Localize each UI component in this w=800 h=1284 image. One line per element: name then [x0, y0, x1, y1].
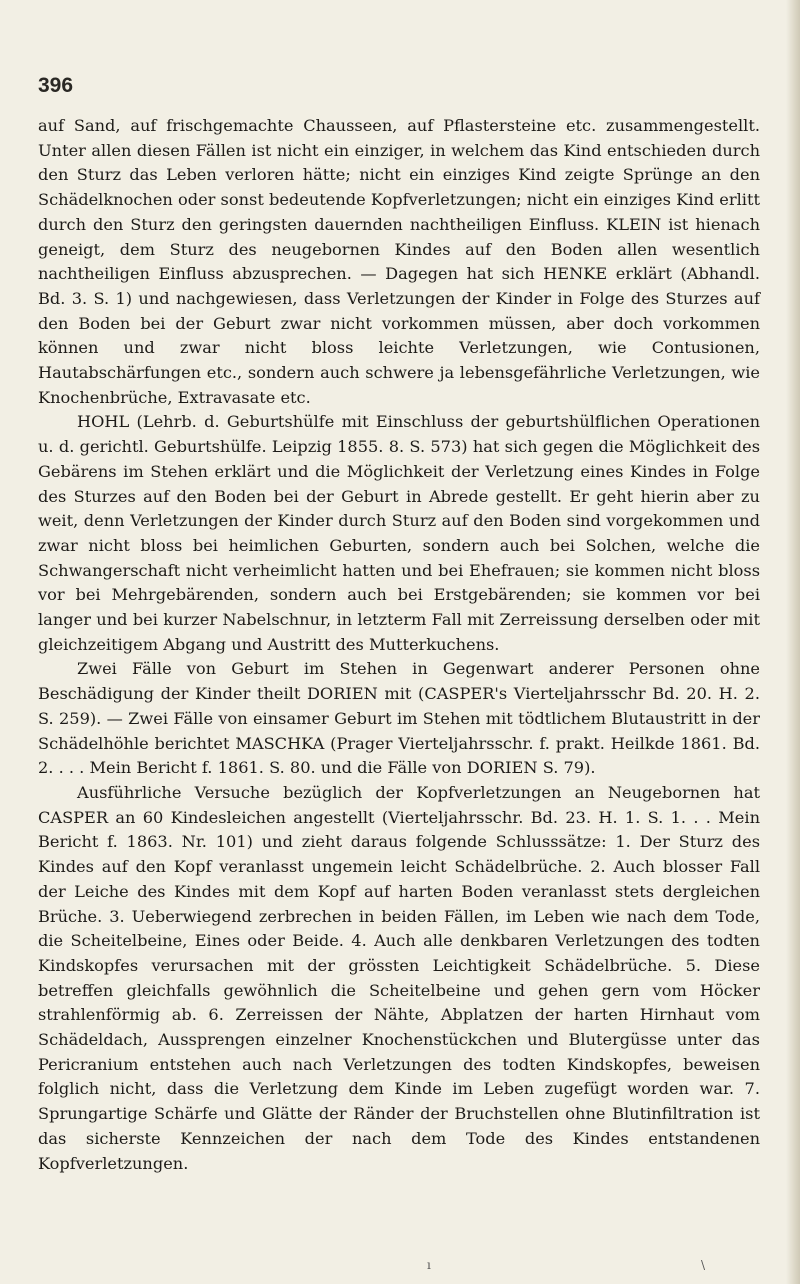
paragraph-dorien: Zwei Fälle von Geburt im Stehen in Gegenwart anderer Personen ohne Beschädigung der Kinder theilt DORIEN mit (CASPER's Vierteljahrsschr Bd. 20. H. 2. S. 259). — Zwei Fälle von einsamer Geburt im Stehen mit tödtlichem Blutaustritt in der Schädelhöhle berichtet MASCHKA (Prager Vierteljahrsschr. f. prakt. Heilkde 1861. Bd. 2. . . . Mein Bericht f. 1861. S. 80. und die Fälle von DORIEN S. 79).: [38, 659, 760, 778]
footer-mark-left: ı: [427, 1258, 431, 1272]
paragraph-1: auf Sand, auf frischgemachte Chausseen, auf Pflastersteine etc. zusammengestellt. Unter allen diesen Fällen ist nicht ein einziger, in welchem das Kind entschieden durch den Sturz das Leben verloren hätte; nicht ein einziges Kind zeigte Sprünge an den Schädelknochen oder sonst bedeutende Kopfverletzungen; nicht ein einziges Kind erlitt durch den Sturz den geringsten dauernden nachtheiligen Einfluss. KLEIN ist hienach geneigt, dem Sturz des neugebornen Kindes auf den Boden allen wesentlich nachtheiligen Einfluss abzusprechen. — Dagegen hat sich HENKE erklärt (Abhandl. Bd. 3. S. 1) und nachgewiesen, dass Verletzungen der Kinder in Folge des Sturzes auf den Boden bei der Geburt zwar nicht vorkommen müssen, aber doch vorkommen können und zwar nicht bloss leichte Verletzungen, wie Contusionen, Hautabschärfungen etc., sondern auch schwere ja lebensgefährliche Verletzungen, wie Knochenbrüche, Extravasate etc.: [38, 116, 760, 407]
page-body: [38, 114, 760, 1176]
page-edge-shadow: [786, 0, 800, 1284]
paragraph-hohl: HOHL (Lehrb. d. Geburtshülfe mit Einschluss der geburtshülflichen Operationen u. d. gerichtl. Geburtshülfe. Leipzig 1855. 8. S. 573) hat sich gegen die Möglichkeit des Gebärens im Stehen erklärt und die Möglichkeit der Verletzung eines Kindes in Folge des Sturzes auf den Boden bei der Geburt in Abrede gestellt. Er geht hierin aber zu weit, denn Verletzungen der Kinder durch Sturz auf den Boden sind vorgekommen und zwar nicht bloss bei heimlichen Geburten, sondern auch bei Solchen, welche die Schwangerschaft nicht verheimlicht hatten und bei Ehefrauen; sie kommen nicht bloss vor bei Mehrgebärenden, sondern auch bei Erstgebärenden; sie kommen vor bei langer und bei kurzer Nabelschnur, in letzterm Fall mit Zerreissung derselben oder mit gleichzeitigem Abgang und Austritt des Mutterkuchens.: [38, 412, 760, 654]
page-number: 396: [38, 74, 74, 97]
paragraph-casper: Ausführliche Versuche bezüglich der Kopfverletzungen an Neugebornen hat CASPER an 60 Kindesleichen angestellt (Vierteljahrsschr. Bd. 23. H. 1. S. 1. . . Mein Bericht f. 1863. Nr. 101) und zieht daraus folgende Schlusssätze: 1. Der Sturz des Kindes auf den Kopf veranlasst ungemein leicht Schädelbrüche. 2. Auch blosser Fall der Leiche des Kindes mit dem Kopf auf harten Boden veranlasst stets dergleichen Brüche. 3. Ueberwiegend zerbrechen in beiden Fällen, im Leben wie nach dem Tode, die Scheitelbeine, Eines oder Beide. 4. Auch alle denkbaren Verletzungen des todten Kindskopfes verursachen mit der grössten Leichtigkeit Schädelbrüche. 5. Diese betreffen gleichfalls gewöhnlich die Scheitelbeine und gehen gern vom Höcker strahlenförmig ab. 6. Zerreissen der Nähte, Abplatzen der harten Hirnhaut vom Schädeldach, Aussprengen einzelner Knochenstückchen und Blutergüsse unter das Pericranium entstehen auch nach Verletzungen des todten Kindskopfes, beweisen folglich nicht, dass die Verletzung dem Kinde im Leben zugefügt worden war. 7. Sprungartige Schärfe und Glätte der Ränder der Bruchstellen ohne Blutinfiltration ist das sicherste Kennzeichen der nach dem Tode des Kindes entstandenen Kopfverletzungen.: [38, 782, 760, 1173]
footer-mark-right: \: [701, 1258, 706, 1272]
